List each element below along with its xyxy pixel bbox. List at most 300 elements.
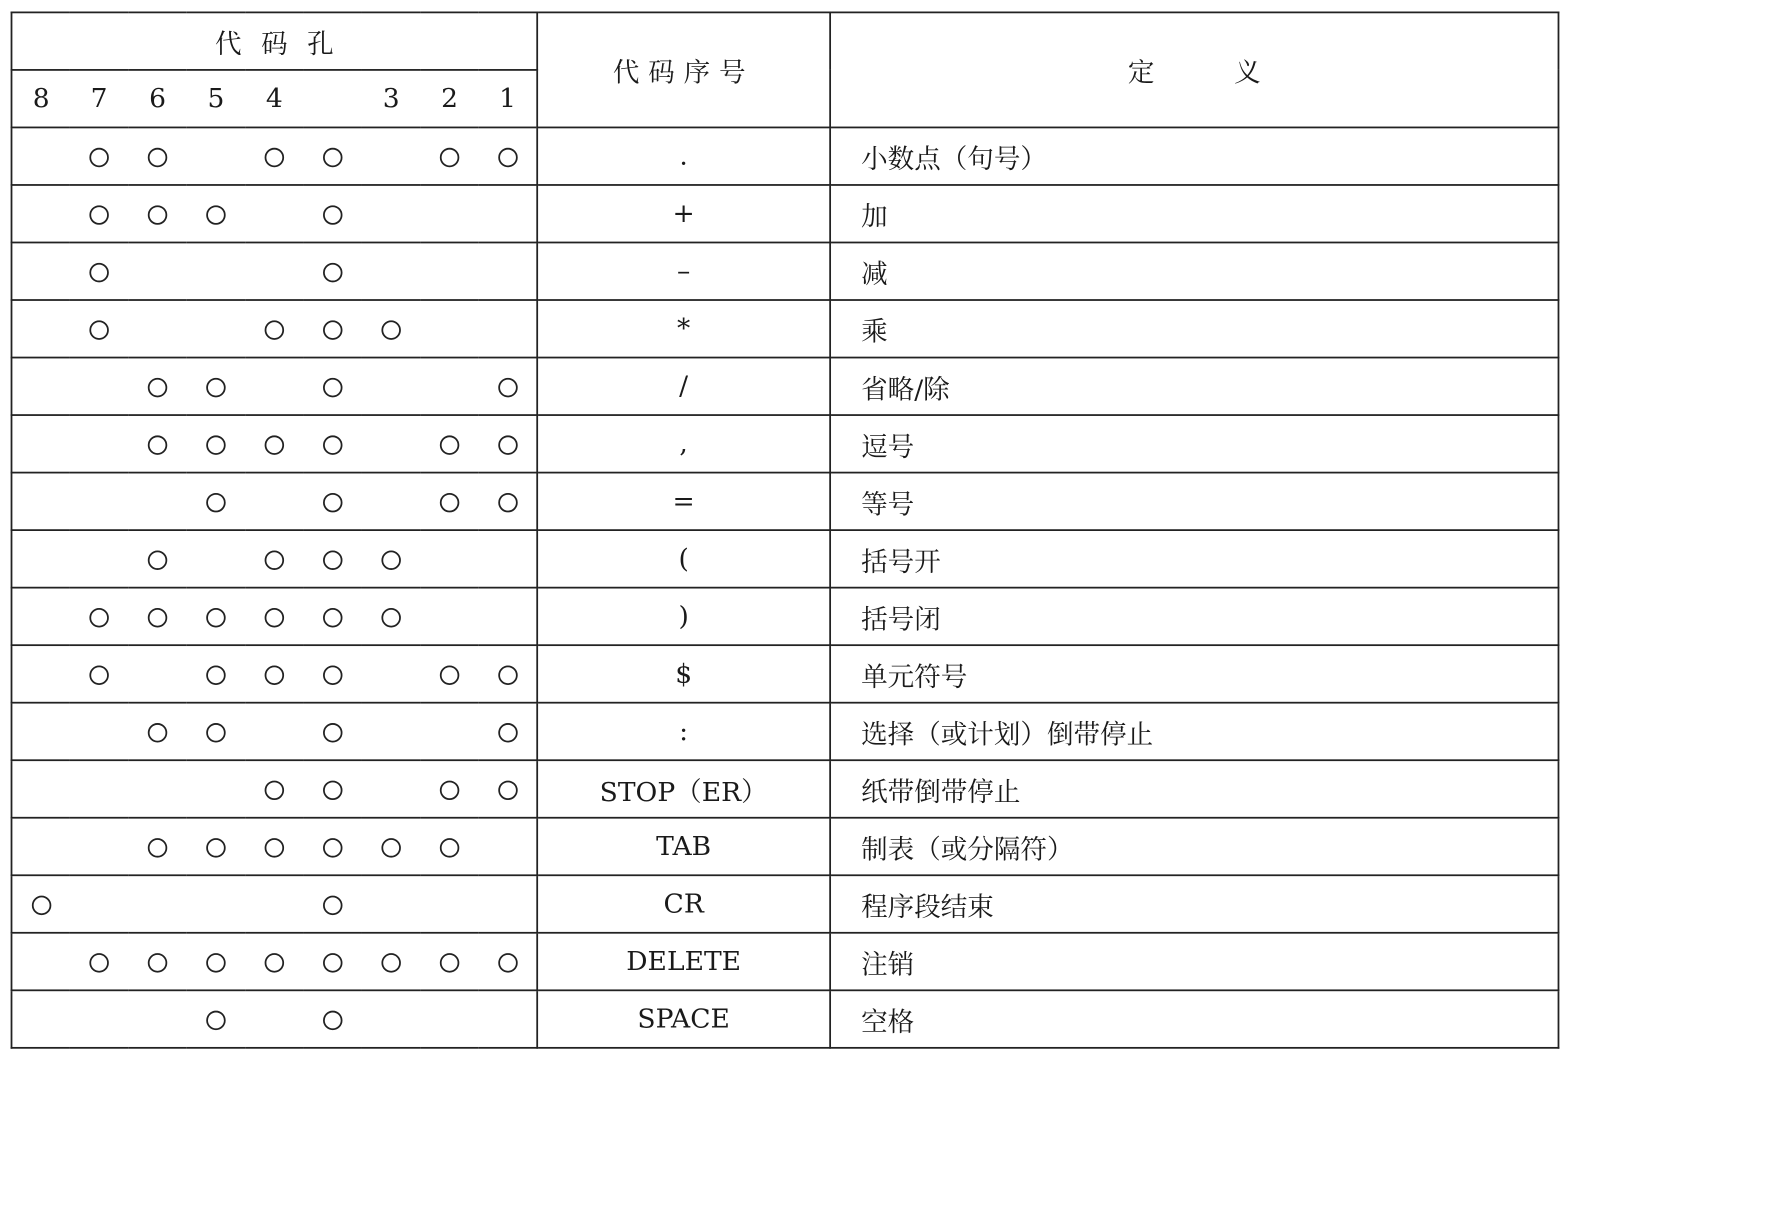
no-hole <box>31 608 50 627</box>
hole-cell <box>70 242 128 300</box>
hole-cell <box>12 933 70 991</box>
punched-hole-icon <box>148 550 167 569</box>
no-hole <box>265 378 284 397</box>
table-row <box>12 127 1559 185</box>
no-hole <box>498 205 517 224</box>
no-hole <box>498 320 517 339</box>
no-hole <box>148 493 167 512</box>
hole-cell <box>128 300 186 358</box>
hole-cell <box>245 760 303 818</box>
hole-cell <box>187 703 245 761</box>
hole-cell <box>479 358 537 416</box>
hole-cell <box>245 242 303 300</box>
hole-cell <box>362 127 420 185</box>
punched-hole-icon <box>440 953 459 972</box>
hole-cell <box>362 875 420 933</box>
code-sequence-cell: = <box>537 473 830 531</box>
punched-hole-icon <box>323 320 342 339</box>
hole-number-8: 1 <box>479 70 537 128</box>
punched-hole-icon <box>148 378 167 397</box>
definition-cell: 加 <box>830 185 1558 243</box>
no-hole <box>206 781 225 800</box>
hole-cell <box>420 242 478 300</box>
hole-cell <box>245 300 303 358</box>
hole-cell <box>304 760 362 818</box>
hole-cell <box>187 530 245 588</box>
punched-hole-icon <box>265 608 284 627</box>
no-hole <box>89 493 108 512</box>
code-sequence-cell: * <box>537 300 830 358</box>
no-hole <box>498 550 517 569</box>
hole-cell <box>128 990 186 1048</box>
table-row <box>12 933 1559 991</box>
no-hole <box>31 953 50 972</box>
no-hole <box>31 1011 50 1030</box>
hole-cell <box>187 990 245 1048</box>
no-hole <box>265 493 284 512</box>
hole-cell <box>420 933 478 991</box>
definition-cell: 减 <box>830 242 1558 300</box>
punched-hole-icon <box>498 148 517 167</box>
hole-cell <box>128 530 186 588</box>
hole-cell <box>420 645 478 703</box>
no-hole <box>381 493 400 512</box>
punched-hole-icon <box>498 723 517 742</box>
no-hole <box>31 148 50 167</box>
hole-cell <box>479 645 537 703</box>
punched-hole-icon <box>440 666 459 685</box>
punched-hole-icon <box>265 781 284 800</box>
punched-hole-icon <box>440 148 459 167</box>
hole-cell <box>479 185 537 243</box>
hole-cell <box>187 933 245 991</box>
hole-cell <box>420 300 478 358</box>
definition-cell: 省略/除 <box>830 358 1558 416</box>
table-row <box>12 300 1559 358</box>
hole-cell <box>362 645 420 703</box>
hole-number-2: 6 <box>128 70 186 128</box>
punched-hole-icon <box>206 1011 225 1030</box>
no-hole <box>440 378 459 397</box>
no-hole <box>206 148 225 167</box>
code-sequence-cell: CR <box>537 875 830 933</box>
hole-cell <box>12 242 70 300</box>
table-row <box>12 703 1559 761</box>
no-hole <box>206 263 225 282</box>
hole-cell <box>245 185 303 243</box>
no-hole <box>381 896 400 915</box>
hole-cell <box>362 530 420 588</box>
punched-hole-icon <box>498 666 517 685</box>
hole-number-5 <box>304 70 362 128</box>
hole-cell <box>420 473 478 531</box>
punched-hole-icon <box>323 1011 342 1030</box>
punched-hole-icon <box>498 435 517 454</box>
definition-cell: 小数点（句号） <box>830 127 1558 185</box>
hole-cell <box>70 415 128 473</box>
punched-hole-icon <box>265 550 284 569</box>
hole-cell <box>362 990 420 1048</box>
punched-hole-icon <box>265 148 284 167</box>
hole-cell <box>128 588 186 646</box>
hole-cell <box>420 703 478 761</box>
punched-hole-icon <box>206 435 225 454</box>
punched-hole-icon <box>323 435 342 454</box>
hole-cell <box>420 127 478 185</box>
punched-hole-icon <box>440 838 459 857</box>
table-row <box>12 818 1559 876</box>
hole-cell <box>479 703 537 761</box>
punched-hole-icon <box>89 263 108 282</box>
hole-cell <box>70 300 128 358</box>
hole-cell <box>187 588 245 646</box>
punched-hole-icon <box>265 666 284 685</box>
hole-cell <box>70 818 128 876</box>
definition-cell: 注销 <box>830 933 1558 991</box>
no-hole <box>89 435 108 454</box>
punched-hole-icon <box>148 435 167 454</box>
punched-hole-icon <box>206 838 225 857</box>
hole-cell <box>304 185 362 243</box>
code-sequence-cell: $ <box>537 645 830 703</box>
hole-cell <box>187 185 245 243</box>
table-row <box>12 185 1559 243</box>
punched-hole-icon <box>206 205 225 224</box>
hole-cell <box>128 933 186 991</box>
punched-hole-icon <box>498 781 517 800</box>
hole-cell <box>187 127 245 185</box>
definition-cell: 括号闭 <box>830 588 1558 646</box>
punched-hole-icon <box>381 953 400 972</box>
hole-cell <box>12 127 70 185</box>
hole-cell <box>128 127 186 185</box>
hole-cell <box>128 703 186 761</box>
hole-cell <box>362 300 420 358</box>
hole-cell <box>12 185 70 243</box>
hole-cell <box>420 875 478 933</box>
definition-header <box>830 12 1558 127</box>
hole-cell <box>479 242 537 300</box>
punched-hole-icon <box>323 550 342 569</box>
hole-cell <box>479 530 537 588</box>
punched-hole-icon <box>206 723 225 742</box>
punched-hole-icon <box>265 838 284 857</box>
no-hole <box>31 493 50 512</box>
no-hole <box>148 781 167 800</box>
hole-cell <box>12 358 70 416</box>
hole-cell <box>12 473 70 531</box>
hole-cell <box>420 415 478 473</box>
table-row <box>12 645 1559 703</box>
punched-hole-icon <box>206 493 225 512</box>
punched-hole-icon <box>440 781 459 800</box>
punched-hole-icon <box>498 378 517 397</box>
punched-hole-icon <box>89 953 108 972</box>
no-hole <box>498 1011 517 1030</box>
punched-hole-icon <box>440 435 459 454</box>
hole-cell <box>70 127 128 185</box>
hole-cell <box>245 358 303 416</box>
hole-cell <box>128 875 186 933</box>
hole-cell <box>304 818 362 876</box>
table-row <box>12 358 1559 416</box>
hole-cell <box>70 990 128 1048</box>
punched-hole-icon <box>89 666 108 685</box>
hole-cell <box>70 185 128 243</box>
no-hole <box>265 1011 284 1030</box>
punched-hole-icon <box>323 263 342 282</box>
hole-cell <box>128 645 186 703</box>
no-hole <box>498 263 517 282</box>
punched-hole-icon <box>323 838 342 857</box>
hole-cell <box>70 473 128 531</box>
punched-hole-icon <box>89 320 108 339</box>
no-hole <box>498 896 517 915</box>
no-hole <box>440 723 459 742</box>
hole-cell <box>362 760 420 818</box>
definition-cell: 等号 <box>830 473 1558 531</box>
hole-cell <box>128 818 186 876</box>
hole-cell <box>420 818 478 876</box>
hole-cell <box>362 818 420 876</box>
hole-cell <box>187 358 245 416</box>
no-hole <box>265 205 284 224</box>
no-hole <box>31 378 50 397</box>
hole-cell <box>128 415 186 473</box>
hole-cell <box>304 645 362 703</box>
hole-cell <box>128 760 186 818</box>
no-hole <box>440 896 459 915</box>
hole-cell <box>245 818 303 876</box>
code-sequence-cell: STOP（ER） <box>537 760 830 818</box>
hole-cell <box>304 473 362 531</box>
hole-cell <box>187 760 245 818</box>
hole-cell <box>245 588 303 646</box>
no-hole <box>440 1011 459 1030</box>
hole-cell <box>70 875 128 933</box>
hole-cell <box>12 415 70 473</box>
hole-cell <box>70 645 128 703</box>
code-sequence-cell: , <box>537 415 830 473</box>
definition-cell: 制表（或分隔符） <box>830 818 1558 876</box>
hole-cell <box>304 530 362 588</box>
punched-hole-icon <box>323 666 342 685</box>
punched-hole-icon <box>148 608 167 627</box>
hole-cell <box>304 703 362 761</box>
hole-cell <box>12 300 70 358</box>
code-holes-header: 代码孔 <box>12 12 538 70</box>
definition-cell: 逗号 <box>830 415 1558 473</box>
punched-hole-icon <box>381 320 400 339</box>
no-hole <box>31 550 50 569</box>
no-hole <box>265 896 284 915</box>
definition-cell: 程序段结束 <box>830 875 1558 933</box>
hole-cell <box>479 127 537 185</box>
definition-header-right: 义 <box>1234 57 1261 89</box>
punched-hole-icon <box>265 320 284 339</box>
punched-hole-icon <box>89 148 108 167</box>
table-row <box>12 760 1559 818</box>
punched-hole-icon <box>206 608 225 627</box>
hole-cell <box>12 588 70 646</box>
hole-cell <box>12 530 70 588</box>
no-hole <box>498 838 517 857</box>
punched-hole-icon <box>323 781 342 800</box>
hole-cell <box>128 242 186 300</box>
hole-cell <box>245 415 303 473</box>
hole-cell <box>479 818 537 876</box>
hole-cell <box>304 875 362 933</box>
hole-cell <box>304 300 362 358</box>
no-hole <box>440 550 459 569</box>
no-hole <box>89 550 108 569</box>
definition-cell: 纸带倒带停止 <box>830 760 1558 818</box>
no-hole <box>206 320 225 339</box>
code-sequence-cell: / <box>537 358 830 416</box>
punched-hole-icon <box>265 435 284 454</box>
no-hole <box>381 1011 400 1030</box>
no-hole <box>381 781 400 800</box>
code-sequence-cell: ( <box>537 530 830 588</box>
no-hole <box>440 263 459 282</box>
no-hole <box>89 781 108 800</box>
hole-cell <box>12 990 70 1048</box>
hole-cell <box>362 703 420 761</box>
code-sequence-cell: + <box>537 185 830 243</box>
punched-hole-icon <box>148 838 167 857</box>
hole-number-3: 5 <box>187 70 245 128</box>
hole-cell <box>187 473 245 531</box>
hole-cell <box>187 875 245 933</box>
code-sequence-header: 代码序号 <box>537 12 830 127</box>
code-sequence-cell: : <box>537 703 830 761</box>
hole-cell <box>70 760 128 818</box>
definition-cell: 选择（或计划）倒带停止 <box>830 703 1558 761</box>
hole-cell <box>245 933 303 991</box>
hole-cell <box>420 588 478 646</box>
hole-cell <box>70 530 128 588</box>
punched-hole-icon <box>498 493 517 512</box>
no-hole <box>148 320 167 339</box>
hole-cell <box>362 415 420 473</box>
hole-cell <box>479 588 537 646</box>
definition-cell: 单元符号 <box>830 645 1558 703</box>
no-hole <box>440 608 459 627</box>
hole-cell <box>304 358 362 416</box>
no-hole <box>31 205 50 224</box>
punched-hole-icon <box>265 953 284 972</box>
hole-cell <box>479 300 537 358</box>
punched-hole-icon <box>148 723 167 742</box>
table-row <box>12 875 1559 933</box>
no-hole <box>31 723 50 742</box>
table-row <box>12 588 1559 646</box>
punched-hole-icon <box>206 378 225 397</box>
table-row <box>12 242 1559 300</box>
hole-cell <box>12 703 70 761</box>
hole-cell <box>70 358 128 416</box>
no-hole <box>381 666 400 685</box>
code-sequence-cell: SPACE <box>537 990 830 1048</box>
hole-cell <box>187 645 245 703</box>
punched-hole-icon <box>440 493 459 512</box>
hole-cell <box>245 473 303 531</box>
no-hole <box>148 1011 167 1030</box>
hole-cell <box>479 760 537 818</box>
hole-cell <box>362 933 420 991</box>
no-hole <box>440 205 459 224</box>
no-hole <box>265 263 284 282</box>
hole-cell <box>420 760 478 818</box>
punched-hole-icon <box>381 550 400 569</box>
punched-hole-icon <box>206 666 225 685</box>
punched-hole-icon <box>31 896 50 915</box>
punched-hole-icon <box>148 205 167 224</box>
code-sequence-cell: – <box>537 242 830 300</box>
punched-hole-icon <box>323 378 342 397</box>
no-hole <box>31 666 50 685</box>
tape-code-table <box>11 12 1560 1049</box>
hole-cell <box>304 588 362 646</box>
hole-cell <box>479 415 537 473</box>
hole-cell <box>12 760 70 818</box>
no-hole <box>206 550 225 569</box>
hole-cell <box>479 875 537 933</box>
no-hole <box>381 723 400 742</box>
no-hole <box>89 896 108 915</box>
punched-hole-icon <box>323 608 342 627</box>
no-hole <box>31 781 50 800</box>
no-hole <box>381 205 400 224</box>
hole-cell <box>304 933 362 991</box>
hole-cell <box>304 415 362 473</box>
hole-cell <box>479 473 537 531</box>
hole-cell <box>420 530 478 588</box>
punched-hole-icon <box>89 205 108 224</box>
hole-cell <box>187 242 245 300</box>
hole-cell <box>304 127 362 185</box>
hole-cell <box>245 703 303 761</box>
punched-hole-icon <box>323 493 342 512</box>
no-hole <box>89 1011 108 1030</box>
definition-cell: 括号开 <box>830 530 1558 588</box>
hole-number-7: 2 <box>420 70 478 128</box>
hole-number-1: 7 <box>70 70 128 128</box>
hole-cell <box>362 588 420 646</box>
hole-cell <box>245 127 303 185</box>
hole-cell <box>362 185 420 243</box>
hole-number-4: 4 <box>245 70 303 128</box>
hole-cell <box>362 358 420 416</box>
code-sequence-cell: ) <box>537 588 830 646</box>
hole-cell <box>479 933 537 991</box>
no-hole <box>31 435 50 454</box>
no-hole <box>148 263 167 282</box>
hole-cell <box>128 358 186 416</box>
definition-cell: 乘 <box>830 300 1558 358</box>
punched-hole-icon <box>323 723 342 742</box>
code-sequence-cell: . <box>537 127 830 185</box>
hole-cell <box>420 185 478 243</box>
no-hole <box>265 723 284 742</box>
hole-cell <box>304 990 362 1048</box>
punched-hole-icon <box>323 896 342 915</box>
hole-cell <box>187 300 245 358</box>
table-row <box>12 990 1559 1048</box>
punched-hole-icon <box>148 953 167 972</box>
no-hole <box>498 608 517 627</box>
no-hole <box>31 838 50 857</box>
